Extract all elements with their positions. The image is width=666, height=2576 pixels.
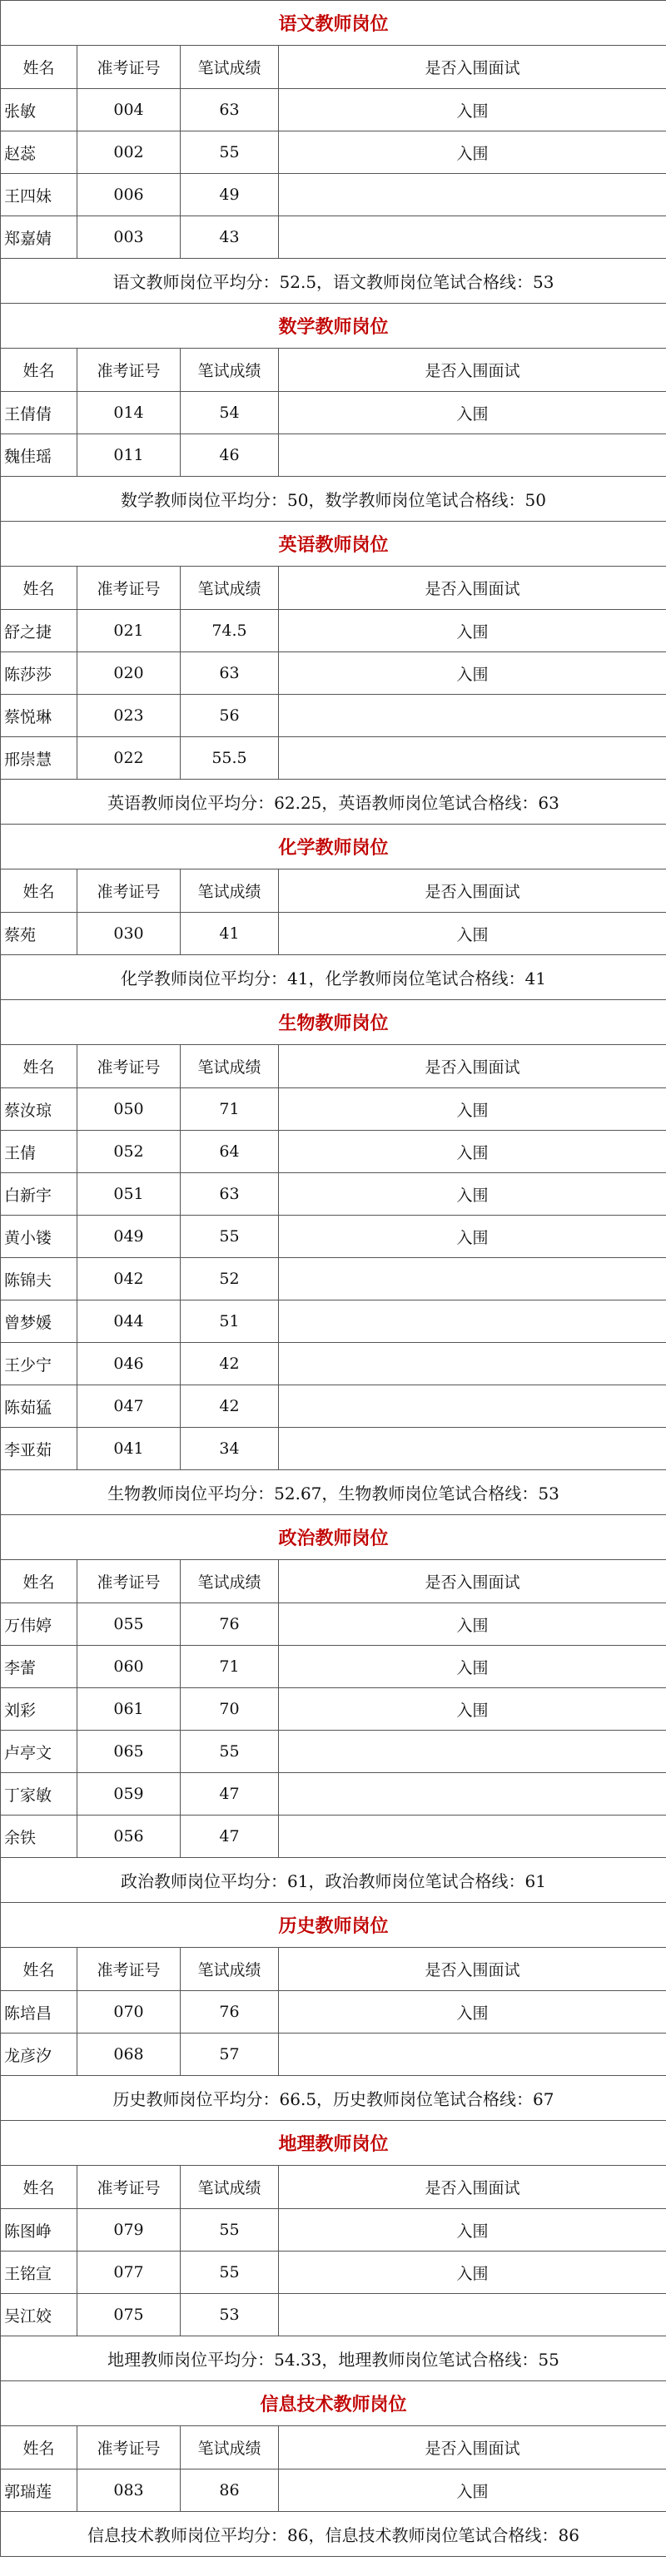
- header-score: 笔试成绩: [181, 46, 279, 89]
- candidate-name: 王铭宣: [1, 2252, 77, 2294]
- header-name: 姓名: [1, 567, 77, 610]
- interview-status: 入围: [279, 2209, 666, 2252]
- written-score: 63: [181, 89, 279, 131]
- candidate-name: 王倩: [1, 1131, 77, 1173]
- exam-number: 041: [77, 1428, 181, 1470]
- section-summary: 数学教师岗位平均分：50，数学教师岗位笔试合格线：50: [1, 477, 666, 522]
- exam-number: 023: [77, 695, 181, 737]
- written-score: 55: [181, 131, 279, 174]
- candidate-name: 李蕾: [1, 1646, 77, 1688]
- section-title-row: [1, 1000, 666, 1045]
- header-name: 姓名: [1, 2426, 77, 2469]
- exam-number: 014: [77, 392, 181, 434]
- header-name: 姓名: [1, 1045, 77, 1088]
- candidate-name: 陈莎莎: [1, 652, 77, 695]
- table-row: [1, 695, 666, 737]
- section-summary: 生物教师岗位平均分：52.67，生物教师岗位笔试合格线：53: [1, 1470, 666, 1515]
- exam-number: 052: [77, 1131, 181, 1173]
- header-result: 是否入围面试: [279, 1560, 666, 1603]
- interview-status: 入围: [279, 392, 666, 434]
- header-name: 姓名: [1, 46, 77, 89]
- candidate-name: 余铁: [1, 1816, 77, 1858]
- candidate-name: 万伟婷: [1, 1603, 77, 1646]
- section-title-row: [1, 2121, 666, 2166]
- header-result: 是否入围面试: [279, 1045, 666, 1088]
- section-title: 历史教师岗位: [1, 1903, 666, 1948]
- header-name: 姓名: [1, 1948, 77, 1991]
- interview-status: [279, 1300, 666, 1343]
- candidate-name: 龙彦汐: [1, 2034, 77, 2076]
- header-score: 笔试成绩: [181, 2166, 279, 2209]
- interview-status: [279, 1816, 666, 1858]
- candidate-name: 李亚茹: [1, 1428, 77, 1470]
- interview-status: 入围: [279, 652, 666, 695]
- exam-number: 003: [77, 216, 181, 259]
- written-score: 41: [181, 913, 279, 955]
- written-score: 55: [181, 2209, 279, 2252]
- section-title: 数学教师岗位: [1, 304, 666, 349]
- exam-number: 070: [77, 1991, 181, 2034]
- exam-number: 004: [77, 89, 181, 131]
- exam-number: 056: [77, 1816, 181, 1858]
- exam-number: 022: [77, 737, 181, 780]
- section-summary-row: [1, 1470, 666, 1515]
- header-exam-no: 准考证号: [77, 1045, 181, 1088]
- section-summary: 英语教师岗位平均分：62.25，英语教师岗位笔试合格线：63: [1, 780, 666, 825]
- candidate-name: 舒之捷: [1, 610, 77, 652]
- table-row: [1, 2469, 666, 2512]
- header-exam-no: 准考证号: [77, 46, 181, 89]
- written-score: 76: [181, 1991, 279, 2034]
- table-header-row: [1, 46, 666, 89]
- table-row: [1, 1258, 666, 1300]
- exam-number: 049: [77, 1216, 181, 1258]
- interview-status: [279, 2294, 666, 2336]
- written-score: 56: [181, 695, 279, 737]
- header-score: 笔试成绩: [181, 567, 279, 610]
- table-header-row: [1, 1560, 666, 1603]
- table-row: [1, 1688, 666, 1731]
- table-row: [1, 1991, 666, 2034]
- table-row: [1, 652, 666, 695]
- interview-status: [279, 1731, 666, 1773]
- interview-status: 入围: [279, 1991, 666, 2034]
- header-name: 姓名: [1, 349, 77, 392]
- table-row: [1, 1131, 666, 1173]
- interview-status: 入围: [279, 1131, 666, 1173]
- candidate-name: 陈锦夫: [1, 1258, 77, 1300]
- candidate-name: 陈茹猛: [1, 1385, 77, 1428]
- exam-number: 083: [77, 2469, 181, 2512]
- exam-number: 068: [77, 2034, 181, 2076]
- interview-status: [279, 695, 666, 737]
- table-header-row: [1, 567, 666, 610]
- section-summary: 化学教师岗位平均分：41，化学教师岗位笔试合格线：41: [1, 955, 666, 1000]
- candidate-name: 蔡悦琳: [1, 695, 77, 737]
- candidate-name: 王少宁: [1, 1343, 77, 1385]
- section-title-row: [1, 1515, 666, 1560]
- section-summary-row: [1, 259, 666, 304]
- table-row: [1, 1088, 666, 1131]
- section-summary: 历史教师岗位平均分：66.5，历史教师岗位笔试合格线：67: [1, 2076, 666, 2121]
- score-table-body: [1, 1, 666, 2557]
- written-score: 47: [181, 1773, 279, 1816]
- section-title: 语文教师岗位: [1, 1, 666, 46]
- table-header-row: [1, 869, 666, 913]
- header-result: 是否入围面试: [279, 567, 666, 610]
- interview-status: 入围: [279, 610, 666, 652]
- interview-status: 入围: [279, 131, 666, 174]
- table-row: [1, 2252, 666, 2294]
- header-score: 笔试成绩: [181, 1948, 279, 1991]
- table-header-row: [1, 2426, 666, 2469]
- written-score: 86: [181, 2469, 279, 2512]
- written-score: 71: [181, 1646, 279, 1688]
- table-header-row: [1, 349, 666, 392]
- interview-status: [279, 174, 666, 216]
- written-score: 63: [181, 1173, 279, 1216]
- candidate-name: 丁家敏: [1, 1773, 77, 1816]
- candidate-name: 陈图峥: [1, 2209, 77, 2252]
- interview-status: [279, 1343, 666, 1385]
- header-name: 姓名: [1, 2166, 77, 2209]
- interview-status: [279, 737, 666, 780]
- interview-status: 入围: [279, 913, 666, 955]
- header-exam-no: 准考证号: [77, 2426, 181, 2469]
- written-score: 74.5: [181, 610, 279, 652]
- candidate-name: 邢崇慧: [1, 737, 77, 780]
- written-score: 34: [181, 1428, 279, 1470]
- exam-number: 061: [77, 1688, 181, 1731]
- table-row: [1, 1216, 666, 1258]
- written-score: 55: [181, 2252, 279, 2294]
- section-summary-row: [1, 780, 666, 825]
- table-row: [1, 2294, 666, 2336]
- header-exam-no: 准考证号: [77, 1560, 181, 1603]
- interview-status: [279, 216, 666, 259]
- table-row: [1, 1603, 666, 1646]
- header-exam-no: 准考证号: [77, 349, 181, 392]
- written-score: 47: [181, 1816, 279, 1858]
- table-header-row: [1, 1045, 666, 1088]
- header-exam-no: 准考证号: [77, 869, 181, 913]
- section-summary-row: [1, 2336, 666, 2381]
- written-score: 55.5: [181, 737, 279, 780]
- table-row: [1, 216, 666, 259]
- written-score: 52: [181, 1258, 279, 1300]
- table-row: [1, 1343, 666, 1385]
- section-title: 化学教师岗位: [1, 825, 666, 869]
- header-score: 笔试成绩: [181, 2426, 279, 2469]
- table-row: [1, 1773, 666, 1816]
- table-row: [1, 913, 666, 955]
- written-score: 76: [181, 1603, 279, 1646]
- exam-number: 065: [77, 1731, 181, 1773]
- candidate-name: 白新宇: [1, 1173, 77, 1216]
- table-row: [1, 89, 666, 131]
- exam-number: 030: [77, 913, 181, 955]
- section-title-row: [1, 304, 666, 349]
- header-score: 笔试成绩: [181, 869, 279, 913]
- exam-number: 021: [77, 610, 181, 652]
- table-row: [1, 1173, 666, 1216]
- exam-number: 020: [77, 652, 181, 695]
- table-row: [1, 434, 666, 477]
- candidate-name: 张敏: [1, 89, 77, 131]
- written-score: 55: [181, 1216, 279, 1258]
- candidate-name: 吴江姣: [1, 2294, 77, 2336]
- section-summary: 政治教师岗位平均分：61，政治教师岗位笔试合格线：61: [1, 1858, 666, 1903]
- section-title: 英语教师岗位: [1, 522, 666, 567]
- candidate-name: 郭瑞莲: [1, 2469, 77, 2512]
- section-title-row: [1, 522, 666, 567]
- table-header-row: [1, 2166, 666, 2209]
- interview-status: [279, 1385, 666, 1428]
- exam-number: 047: [77, 1385, 181, 1428]
- section-title-row: [1, 1, 666, 46]
- written-score: 64: [181, 1131, 279, 1173]
- candidate-name: 郑嘉婧: [1, 216, 77, 259]
- written-score: 42: [181, 1385, 279, 1428]
- header-score: 笔试成绩: [181, 349, 279, 392]
- header-score: 笔试成绩: [181, 1045, 279, 1088]
- interview-status: 入围: [279, 2469, 666, 2512]
- table-row: [1, 2034, 666, 2076]
- candidate-name: 王四妹: [1, 174, 77, 216]
- exam-number: 046: [77, 1343, 181, 1385]
- exam-number: 044: [77, 1300, 181, 1343]
- table-row: [1, 1385, 666, 1428]
- header-exam-no: 准考证号: [77, 1948, 181, 1991]
- candidate-name: 魏佳瑶: [1, 434, 77, 477]
- written-score: 46: [181, 434, 279, 477]
- candidate-name: 蔡苑: [1, 913, 77, 955]
- written-score: 51: [181, 1300, 279, 1343]
- header-name: 姓名: [1, 1560, 77, 1603]
- header-exam-no: 准考证号: [77, 2166, 181, 2209]
- exam-number: 060: [77, 1646, 181, 1688]
- interview-status: [279, 2034, 666, 2076]
- candidate-name: 赵蕊: [1, 131, 77, 174]
- interview-status: 入围: [279, 89, 666, 131]
- candidate-name: 黄小镂: [1, 1216, 77, 1258]
- table-row: [1, 1428, 666, 1470]
- interview-status: 入围: [279, 1688, 666, 1731]
- header-result: 是否入围面试: [279, 2166, 666, 2209]
- interview-status: 入围: [279, 1216, 666, 1258]
- header-score: 笔试成绩: [181, 1560, 279, 1603]
- header-result: 是否入围面试: [279, 1948, 666, 1991]
- interview-status: 入围: [279, 2252, 666, 2294]
- section-title-row: [1, 825, 666, 869]
- table-row: [1, 1731, 666, 1773]
- section-summary-row: [1, 955, 666, 1000]
- section-summary: 地理教师岗位平均分：54.33，地理教师岗位笔试合格线：55: [1, 2336, 666, 2381]
- header-result: 是否入围面试: [279, 46, 666, 89]
- exam-number: 055: [77, 1603, 181, 1646]
- exam-number: 059: [77, 1773, 181, 1816]
- written-score: 54: [181, 392, 279, 434]
- candidate-name: 卢亭文: [1, 1731, 77, 1773]
- candidate-name: 曾梦媛: [1, 1300, 77, 1343]
- interview-status: 入围: [279, 1603, 666, 1646]
- interview-status: 入围: [279, 1173, 666, 1216]
- written-score: 71: [181, 1088, 279, 1131]
- section-title: 信息技术教师岗位: [1, 2381, 666, 2426]
- written-score: 57: [181, 2034, 279, 2076]
- table-header-row: [1, 1948, 666, 1991]
- section-summary-row: [1, 477, 666, 522]
- exam-number: 011: [77, 434, 181, 477]
- table-row: [1, 174, 666, 216]
- header-exam-no: 准考证号: [77, 567, 181, 610]
- exam-number: 006: [77, 174, 181, 216]
- exam-number: 079: [77, 2209, 181, 2252]
- table-row: [1, 737, 666, 780]
- written-score: 43: [181, 216, 279, 259]
- written-score: 63: [181, 652, 279, 695]
- section-summary: 信息技术教师岗位平均分：86，信息技术教师岗位笔试合格线：86: [1, 2512, 666, 2557]
- section-summary-row: [1, 1858, 666, 1903]
- header-name: 姓名: [1, 869, 77, 913]
- written-score: 70: [181, 1688, 279, 1731]
- header-result: 是否入围面试: [279, 869, 666, 913]
- section-title: 政治教师岗位: [1, 1515, 666, 1560]
- table-row: [1, 392, 666, 434]
- section-title: 生物教师岗位: [1, 1000, 666, 1045]
- written-score: 49: [181, 174, 279, 216]
- candidate-name: 王倩倩: [1, 392, 77, 434]
- exam-number: 002: [77, 131, 181, 174]
- table-row: [1, 131, 666, 174]
- exam-number: 042: [77, 1258, 181, 1300]
- section-title: 地理教师岗位: [1, 2121, 666, 2166]
- candidate-name: 刘彩: [1, 1688, 77, 1731]
- section-summary-row: [1, 2512, 666, 2557]
- table-row: [1, 610, 666, 652]
- table-row: [1, 2209, 666, 2252]
- section-title-row: [1, 1903, 666, 1948]
- header-result: 是否入围面试: [279, 349, 666, 392]
- candidate-name: 蔡汝琼: [1, 1088, 77, 1131]
- written-score: 42: [181, 1343, 279, 1385]
- interview-status: [279, 1428, 666, 1470]
- table-row: [1, 1300, 666, 1343]
- table-row: [1, 1816, 666, 1858]
- section-summary-row: [1, 2076, 666, 2121]
- exam-number: 075: [77, 2294, 181, 2336]
- exam-number: 050: [77, 1088, 181, 1131]
- exam-number: 077: [77, 2252, 181, 2294]
- interview-status: 入围: [279, 1646, 666, 1688]
- interview-status: [279, 434, 666, 477]
- exam-number: 051: [77, 1173, 181, 1216]
- header-result: 是否入围面试: [279, 2426, 666, 2469]
- interview-status: [279, 1258, 666, 1300]
- section-title-row: [1, 2381, 666, 2426]
- section-summary: 语文教师岗位平均分：52.5，语文教师岗位笔试合格线：53: [1, 259, 666, 304]
- written-score: 53: [181, 2294, 279, 2336]
- interview-status: [279, 1773, 666, 1816]
- table-row: [1, 1646, 666, 1688]
- written-score: 55: [181, 1731, 279, 1773]
- interview-status: 入围: [279, 1088, 666, 1131]
- candidate-name: 陈培昌: [1, 1991, 77, 2034]
